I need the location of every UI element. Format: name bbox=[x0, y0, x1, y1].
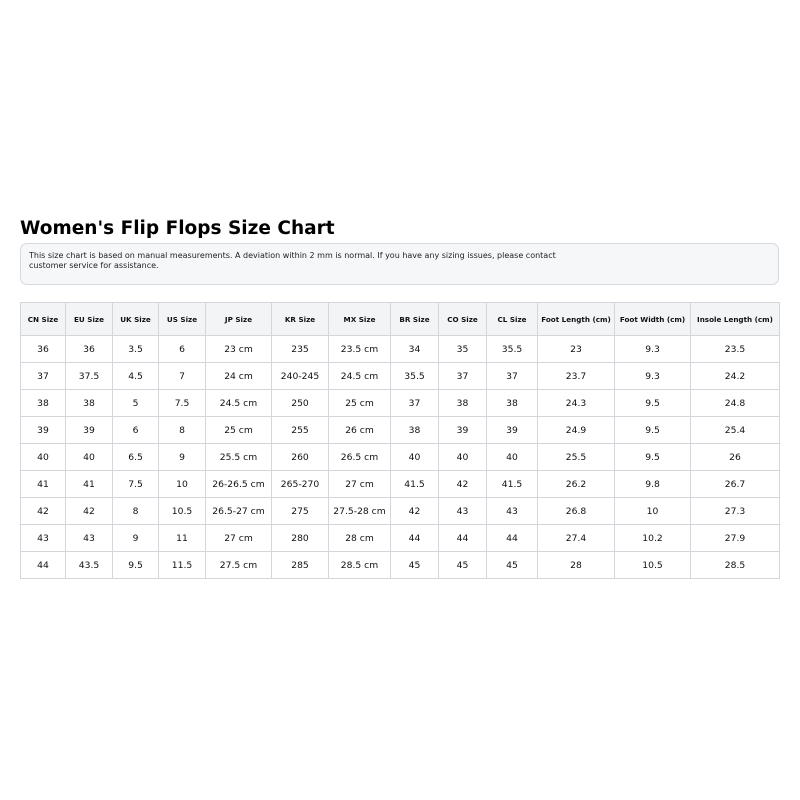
size-chart-note bbox=[20, 243, 779, 285]
table-cell: 7 bbox=[159, 363, 206, 390]
table-cell: 240-245 bbox=[272, 363, 329, 390]
table-row bbox=[21, 471, 780, 498]
table-cell: 9.3 bbox=[615, 336, 691, 363]
table-row bbox=[21, 552, 780, 579]
table-row bbox=[21, 417, 780, 444]
table-row bbox=[21, 498, 780, 525]
header-uk-size: UK Size bbox=[113, 303, 159, 336]
table-cell: 9.5 bbox=[113, 552, 159, 579]
table-cell: 39 bbox=[66, 417, 113, 444]
table-cell: 26.5 cm bbox=[329, 444, 391, 471]
table-cell: 10.5 bbox=[159, 498, 206, 525]
table-cell: 25.5 bbox=[538, 444, 615, 471]
table-cell: 41 bbox=[21, 471, 66, 498]
table-cell: 43.5 bbox=[66, 552, 113, 579]
table-cell: 27.9 bbox=[691, 525, 780, 552]
table-cell: 27.3 bbox=[691, 498, 780, 525]
table-cell: 9 bbox=[159, 444, 206, 471]
header-kr-size: KR Size bbox=[272, 303, 329, 336]
table-row bbox=[21, 525, 780, 552]
table-cell: 10.5 bbox=[615, 552, 691, 579]
table-cell: 8 bbox=[113, 498, 159, 525]
table-cell: 23.5 bbox=[691, 336, 780, 363]
table-cell: 35.5 bbox=[391, 363, 439, 390]
table-cell: 38 bbox=[487, 390, 538, 417]
note-text: This size chart is based on manual measurements. A deviation within 2 mm is normal. If you have any sizing issues, please contact customer service for assistance. bbox=[29, 251, 556, 270]
header-jp-size: JP Size bbox=[206, 303, 272, 336]
header-us-size: US Size bbox=[159, 303, 206, 336]
table-cell: 28.5 bbox=[691, 552, 780, 579]
table-cell: 25 cm bbox=[206, 417, 272, 444]
table-cell: 41 bbox=[66, 471, 113, 498]
table-cell: 23.7 bbox=[538, 363, 615, 390]
table-cell: 23 bbox=[538, 336, 615, 363]
table-cell: 11 bbox=[159, 525, 206, 552]
table-cell: 44 bbox=[21, 552, 66, 579]
table-header-row bbox=[21, 303, 780, 336]
table-cell: 6 bbox=[159, 336, 206, 363]
table-cell: 9 bbox=[113, 525, 159, 552]
table-cell: 39 bbox=[487, 417, 538, 444]
table-cell: 25 cm bbox=[329, 390, 391, 417]
table-cell: 275 bbox=[272, 498, 329, 525]
table-cell: 24.5 cm bbox=[329, 363, 391, 390]
table-cell: 3.5 bbox=[113, 336, 159, 363]
table-cell: 38 bbox=[21, 390, 66, 417]
table-cell: 280 bbox=[272, 525, 329, 552]
table-cell: 44 bbox=[439, 525, 487, 552]
table-cell: 37 bbox=[439, 363, 487, 390]
table-cell: 4.5 bbox=[113, 363, 159, 390]
table-cell: 43 bbox=[66, 525, 113, 552]
table-cell: 27 cm bbox=[206, 525, 272, 552]
table-cell: 265-270 bbox=[272, 471, 329, 498]
header-co-size: CO Size bbox=[439, 303, 487, 336]
table-cell: 9.5 bbox=[615, 390, 691, 417]
table-cell: 43 bbox=[487, 498, 538, 525]
table-cell: 26 cm bbox=[329, 417, 391, 444]
table-cell: 10 bbox=[615, 498, 691, 525]
table-cell: 45 bbox=[487, 552, 538, 579]
table-cell: 27 cm bbox=[329, 471, 391, 498]
table-cell: 250 bbox=[272, 390, 329, 417]
table-cell: 23.5 cm bbox=[329, 336, 391, 363]
table-cell: 44 bbox=[487, 525, 538, 552]
header-eu-size: EU Size bbox=[66, 303, 113, 336]
table-cell: 43 bbox=[21, 525, 66, 552]
table-cell: 26-26.5 cm bbox=[206, 471, 272, 498]
header-br-size: BR Size bbox=[391, 303, 439, 336]
table-cell: 6.5 bbox=[113, 444, 159, 471]
table-cell: 42 bbox=[439, 471, 487, 498]
table-cell: 9.3 bbox=[615, 363, 691, 390]
table-row bbox=[21, 363, 780, 390]
table-cell: 38 bbox=[391, 417, 439, 444]
table-cell: 11.5 bbox=[159, 552, 206, 579]
table-cell: 5 bbox=[113, 390, 159, 417]
table-cell: 27.4 bbox=[538, 525, 615, 552]
header-foot-width: Foot Width (cm) bbox=[615, 303, 691, 336]
header-cn-size: CN Size bbox=[21, 303, 66, 336]
table-cell: 39 bbox=[21, 417, 66, 444]
table-cell: 235 bbox=[272, 336, 329, 363]
table-cell: 26.8 bbox=[538, 498, 615, 525]
table-cell: 28 bbox=[538, 552, 615, 579]
size-chart-container bbox=[20, 216, 780, 579]
table-cell: 26 bbox=[691, 444, 780, 471]
table-cell: 42 bbox=[21, 498, 66, 525]
table-cell: 44 bbox=[391, 525, 439, 552]
header-insole-length: Insole Length (cm) bbox=[691, 303, 780, 336]
table-cell: 25.4 bbox=[691, 417, 780, 444]
table-cell: 37 bbox=[391, 390, 439, 417]
table-cell: 25.5 cm bbox=[206, 444, 272, 471]
table-row bbox=[21, 336, 780, 363]
table-cell: 40 bbox=[439, 444, 487, 471]
table-cell: 35 bbox=[439, 336, 487, 363]
table-cell: 38 bbox=[66, 390, 113, 417]
table-row bbox=[21, 444, 780, 471]
table-cell: 41.5 bbox=[487, 471, 538, 498]
header-foot-length: Foot Length (cm) bbox=[538, 303, 615, 336]
table-cell: 9.8 bbox=[615, 471, 691, 498]
table-cell: 24.2 bbox=[691, 363, 780, 390]
table-cell: 37.5 bbox=[66, 363, 113, 390]
table-cell: 27.5 cm bbox=[206, 552, 272, 579]
table-cell: 9.5 bbox=[615, 417, 691, 444]
table-cell: 38 bbox=[439, 390, 487, 417]
table-cell: 24 cm bbox=[206, 363, 272, 390]
table-cell: 28 cm bbox=[329, 525, 391, 552]
table-cell: 10.2 bbox=[615, 525, 691, 552]
table-cell: 45 bbox=[391, 552, 439, 579]
size-table-body bbox=[21, 336, 780, 579]
table-cell: 40 bbox=[21, 444, 66, 471]
table-cell: 35.5 bbox=[487, 336, 538, 363]
table-cell: 27.5-28 cm bbox=[329, 498, 391, 525]
table-cell: 24.8 bbox=[691, 390, 780, 417]
table-cell: 42 bbox=[391, 498, 439, 525]
table-cell: 37 bbox=[21, 363, 66, 390]
table-cell: 39 bbox=[439, 417, 487, 444]
table-cell: 260 bbox=[272, 444, 329, 471]
table-cell: 26.7 bbox=[691, 471, 780, 498]
table-cell: 9.5 bbox=[615, 444, 691, 471]
table-cell: 24.9 bbox=[538, 417, 615, 444]
table-cell: 23 cm bbox=[206, 336, 272, 363]
table-cell: 45 bbox=[439, 552, 487, 579]
table-cell: 36 bbox=[21, 336, 66, 363]
table-cell: 24.3 bbox=[538, 390, 615, 417]
table-cell: 36 bbox=[66, 336, 113, 363]
table-cell: 7.5 bbox=[159, 390, 206, 417]
table-cell: 43 bbox=[439, 498, 487, 525]
size-table bbox=[20, 302, 780, 579]
table-cell: 41.5 bbox=[391, 471, 439, 498]
table-cell: 34 bbox=[391, 336, 439, 363]
table-cell: 26.2 bbox=[538, 471, 615, 498]
table-cell: 37 bbox=[487, 363, 538, 390]
table-cell: 40 bbox=[487, 444, 538, 471]
table-cell: 10 bbox=[159, 471, 206, 498]
header-cl-size: CL Size bbox=[487, 303, 538, 336]
table-cell: 40 bbox=[66, 444, 113, 471]
header-mx-size: MX Size bbox=[329, 303, 391, 336]
table-cell: 285 bbox=[272, 552, 329, 579]
table-cell: 24.5 cm bbox=[206, 390, 272, 417]
table-cell: 255 bbox=[272, 417, 329, 444]
table-cell: 42 bbox=[66, 498, 113, 525]
table-cell: 7.5 bbox=[113, 471, 159, 498]
table-cell: 26.5-27 cm bbox=[206, 498, 272, 525]
table-cell: 28.5 cm bbox=[329, 552, 391, 579]
table-cell: 8 bbox=[159, 417, 206, 444]
size-table-container bbox=[20, 302, 779, 579]
table-cell: 40 bbox=[391, 444, 439, 471]
table-row bbox=[21, 390, 780, 417]
table-cell: 6 bbox=[113, 417, 159, 444]
page-title: Women's Flip Flops Size Chart bbox=[20, 218, 335, 239]
